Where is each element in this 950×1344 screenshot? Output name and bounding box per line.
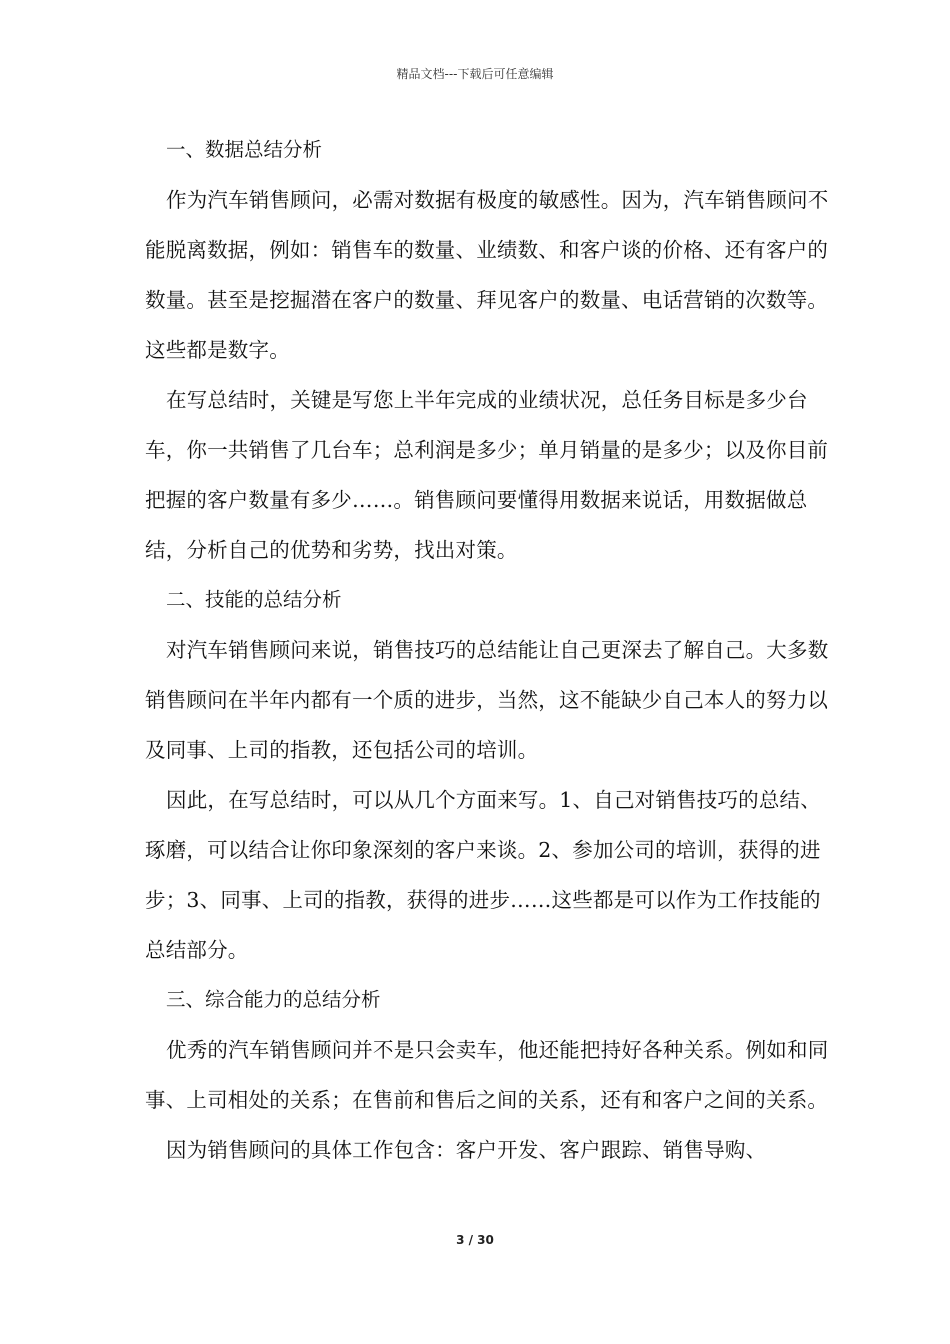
document-body <box>145 125 830 1175</box>
section-heading-1: 一、数据总结分析 <box>166 138 323 161</box>
section-heading-2: 二、技能的总结分析 <box>166 588 342 611</box>
section-heading-3: 三、综合能力的总结分析 <box>166 988 381 1011</box>
paragraph: 在写总结时，关键是写您上半年完成的业绩状况，总任务目标是多少台车，你一共销售了几台车；总利润是多少；单月销量的是多少；以及你目前把握的客户数量有多少……。销售顾问要懂得用数据来说话，用数据做总结，分析自己的优势和劣势，找出对策。 <box>145 388 829 562</box>
page-number: 3 / 30 <box>456 1233 494 1247</box>
paragraph: 对汽车销售顾问来说，销售技巧的总结能让自己更深去了解自己。大多数销售顾问在半年内都有一个质的进步，当然，这不能缺少自己本人的努力以及同事、上司的指教，还包括公司的培训。 <box>145 638 829 762</box>
page-header: 精品文档---下载后可任意编辑 <box>396 67 554 81</box>
paragraph: 优秀的汽车销售顾问并不是只会卖车，他还能把持好各种关系。例如和同事、上司相处的关系；在售前和售后之间的关系，还有和客户之间的关系。 <box>145 1038 829 1112</box>
paragraph: 因此，在写总结时，可以从几个方面来写。1、自己对销售技巧的总结、琢磨，可以结合让你印象深刻的客户来谈。2、参加公司的培训，获得的进步；3、同事、上司的指教，获得的进步……这些都是可以作为工作技能的总结部分。 <box>145 788 821 962</box>
paragraph: 作为汽车销售顾问，必需对数据有极度的敏感性。因为，汽车销售顾问不能脱离数据，例如：销售车的数量、业绩数、和客户谈的价格、还有客户的数量。甚至是挖掘潜在客户的数量、拜见客户的数量、电话营销的次数等。这些都是数字。 <box>145 188 829 362</box>
paragraph: 因为销售顾问的具体工作包含：客户开发、客户跟踪、销售导购、 <box>166 1138 767 1162</box>
